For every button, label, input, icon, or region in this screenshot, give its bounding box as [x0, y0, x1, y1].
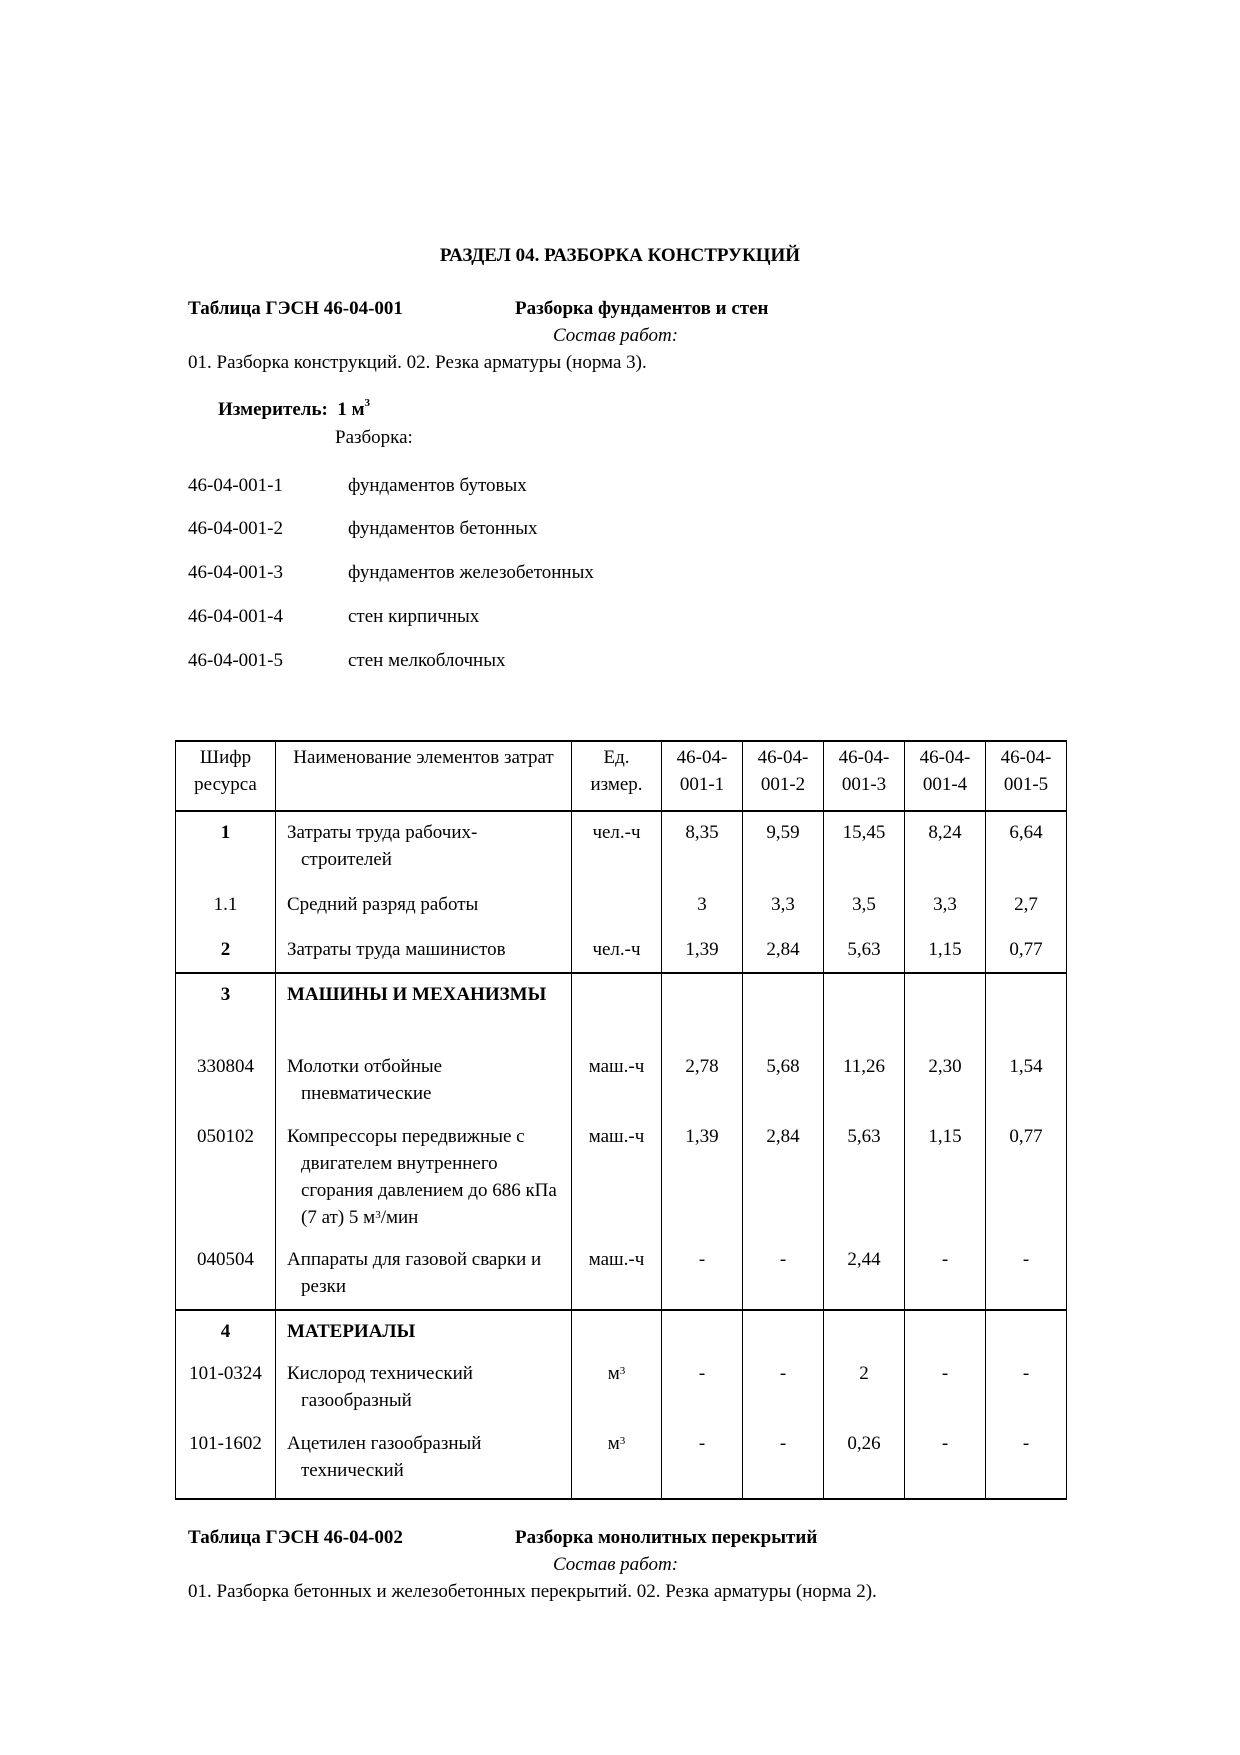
value	[743, 1310, 824, 1353]
resource-name	[276, 1116, 572, 1239]
table-row	[176, 1046, 1067, 1116]
table-row	[176, 1116, 1067, 1239]
resource-table	[175, 740, 1067, 1500]
column-header: 46-04-001-3	[824, 741, 905, 811]
norm-code: 46-04-001-3	[188, 562, 283, 583]
norm-name: стен кирпичных	[348, 606, 480, 627]
resource-code: 2	[176, 929, 276, 973]
value: 2,78	[662, 1046, 743, 1116]
value	[662, 973, 743, 1046]
column-header: 46-04-001-1	[662, 741, 743, 811]
resource-name-text: Молотки отбойные пневматические	[287, 1056, 443, 1104]
norm-name: фундаментов бетонных	[348, 518, 538, 539]
value: 3,5	[824, 884, 905, 929]
column-header: 46-04-001-4	[905, 741, 986, 811]
resource-name-text: Затраты труда машинистов	[287, 939, 506, 960]
column-header: Шифр ресурса	[176, 741, 276, 811]
table-row	[176, 973, 1067, 1046]
meter-sup: 3	[364, 397, 371, 409]
table-row	[176, 811, 1067, 884]
value: 1,15	[905, 1116, 986, 1239]
value: 2,7	[986, 884, 1067, 929]
table-row	[176, 1423, 1067, 1499]
unit: маш.-ч	[572, 1046, 662, 1116]
value: 5,63	[824, 1116, 905, 1239]
subheading: Разборка:	[335, 427, 413, 448]
value: -	[986, 1353, 1067, 1423]
resource-code: 4	[176, 1310, 276, 1353]
table-header-row	[176, 741, 1067, 811]
value	[743, 973, 824, 1046]
unit	[572, 884, 662, 929]
value: 11,26	[824, 1046, 905, 1116]
value: 8,35	[662, 811, 743, 884]
superscript: 3	[619, 1435, 626, 1447]
resource-name	[276, 929, 572, 973]
value	[824, 973, 905, 1046]
column-header: Наименование элементов затрат	[276, 741, 572, 811]
resource-name	[276, 1046, 572, 1116]
value: 5,63	[824, 929, 905, 973]
value	[905, 1310, 986, 1353]
table1-title: Разборка фундаментов и стен	[515, 298, 769, 319]
norm-code: 46-04-001-2	[188, 518, 283, 539]
resource-name-text: Ацетилен газообразный технический	[287, 1433, 482, 1481]
table1-composition-label: Состав работ:	[553, 325, 679, 346]
resource-name	[276, 1353, 572, 1423]
unit	[572, 973, 662, 1046]
value: 2	[824, 1353, 905, 1423]
table1-composition: 01. Разборка конструкций. 02. Резка арматуры (норма 3).	[188, 352, 647, 373]
resource-name	[276, 1423, 572, 1499]
value: -	[662, 1353, 743, 1423]
table-row	[176, 929, 1067, 973]
table2-composition-label: Состав работ:	[553, 1554, 679, 1575]
table2-composition: 01. Разборка бетонных и железобетонных перекрытий. 02. Резка арматуры (норма 2).	[188, 1581, 877, 1602]
resource-code: 1	[176, 811, 276, 884]
table2-title: Разборка монолитных перекрытий	[515, 1527, 818, 1548]
meter-value: 1 м	[337, 399, 365, 420]
table2-code: Таблица ГЭСН 46-04-002	[188, 1527, 403, 1548]
value: -	[662, 1239, 743, 1310]
value: -	[743, 1423, 824, 1499]
norm-name: фундаментов железобетонных	[348, 562, 594, 583]
resource-name-text: МАТЕРИАЛЫ	[287, 1321, 416, 1342]
unit: $м^3$	[572, 1423, 662, 1499]
unit: чел.-ч	[572, 811, 662, 884]
value: 1,54	[986, 1046, 1067, 1116]
column-header: 46-04-001-2	[743, 741, 824, 811]
resource-name	[276, 1239, 572, 1310]
value	[986, 973, 1067, 1046]
table-row	[176, 884, 1067, 929]
value: -	[743, 1239, 824, 1310]
resource-code: 101-0324	[176, 1353, 276, 1423]
value: 1,15	[905, 929, 986, 973]
resource-name	[276, 884, 572, 929]
norm-name: фундаментов бутовых	[348, 475, 527, 496]
norm-code: 46-04-001-4	[188, 606, 283, 627]
value: 1,39	[662, 1116, 743, 1239]
value: -	[905, 1239, 986, 1310]
value: -	[662, 1423, 743, 1499]
value: 0,77	[986, 929, 1067, 973]
resource-code: 3	[176, 973, 276, 1046]
superscript: 3	[375, 1209, 381, 1221]
value: 2,84	[743, 1116, 824, 1239]
resource-name-text: Кислород технический газообразный	[287, 1363, 473, 1411]
value: 8,24	[905, 811, 986, 884]
value: -	[986, 1239, 1067, 1310]
resource-name-text: Аппараты для газовой сварки и резки	[287, 1249, 542, 1297]
resource-code: 101-1602	[176, 1423, 276, 1499]
meter	[218, 399, 370, 421]
value: 2,84	[743, 929, 824, 973]
value: -	[743, 1353, 824, 1423]
value: -	[905, 1423, 986, 1499]
resource-code: 040504	[176, 1239, 276, 1310]
table-row	[176, 1239, 1067, 1310]
value: 2,30	[905, 1046, 986, 1116]
meter-label: Измеритель:	[218, 399, 328, 420]
value: 15,45	[824, 811, 905, 884]
resource-name-text: Затраты труда рабочих-строителей	[287, 822, 478, 870]
value	[824, 1310, 905, 1353]
resource-name-text: Средний разряд работы	[287, 894, 479, 915]
resource-name-text: Компрессоры передвижные с двигателем внутреннего сгорания давлением до 686 кПа (7 ат) 5 $м^3$/мин	[287, 1126, 557, 1228]
norm-name: стен мелкоблочных	[348, 650, 506, 671]
resource-name	[276, 1310, 572, 1353]
resource-code: 050102	[176, 1116, 276, 1239]
unit	[572, 1310, 662, 1353]
table1-code: Таблица ГЭСН 46-04-001	[188, 298, 403, 319]
norm-code: 46-04-001-5	[188, 650, 283, 671]
column-header: 46-04-001-5	[986, 741, 1067, 811]
value: 6,64	[986, 811, 1067, 884]
value: 3,3	[743, 884, 824, 929]
value: 0,77	[986, 1116, 1067, 1239]
unit: чел.-ч	[572, 929, 662, 973]
value	[986, 1310, 1067, 1353]
column-header: Ед. измер.	[572, 741, 662, 811]
resource-code: 330804	[176, 1046, 276, 1116]
value: 5,68	[743, 1046, 824, 1116]
norm-code: 46-04-001-1	[188, 475, 283, 496]
value: 3	[662, 884, 743, 929]
resource-name	[276, 973, 572, 1046]
value	[662, 1310, 743, 1353]
resource-name-text: МАШИНЫ И МЕХАНИЗМЫ	[287, 984, 547, 1005]
resource-name	[276, 811, 572, 884]
value: 1,39	[662, 929, 743, 973]
value: 0,26	[824, 1423, 905, 1499]
table-row	[176, 1310, 1067, 1353]
section-title: РАЗДЕЛ 04. РАЗБОРКА КОНСТРУКЦИЙ	[439, 245, 801, 266]
value: 2,44	[824, 1239, 905, 1310]
unit: маш.-ч	[572, 1116, 662, 1239]
table-row	[176, 1353, 1067, 1423]
superscript: 3	[619, 1365, 626, 1377]
resource-code: 1.1	[176, 884, 276, 929]
unit: $м^3$	[572, 1353, 662, 1423]
value: 3,3	[905, 884, 986, 929]
value	[905, 973, 986, 1046]
value: -	[905, 1353, 986, 1423]
value: 9,59	[743, 811, 824, 884]
value: -	[986, 1423, 1067, 1499]
unit: маш.-ч	[572, 1239, 662, 1310]
